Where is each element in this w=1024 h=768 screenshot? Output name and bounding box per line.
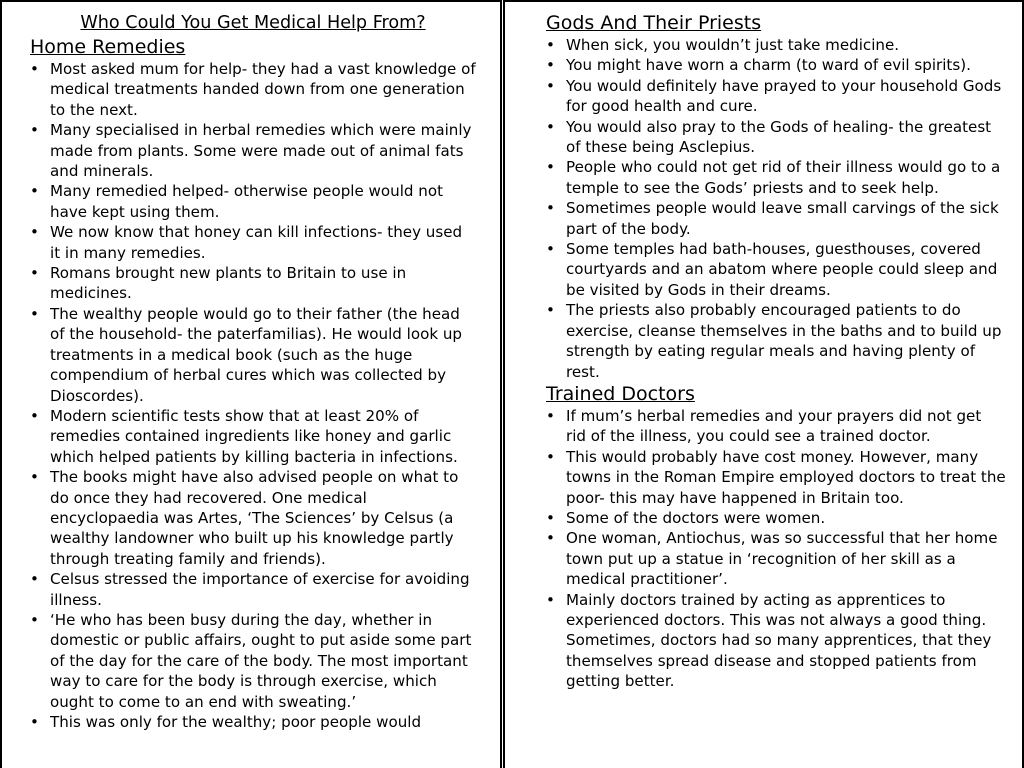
- list-item: • One woman, Antiochus, was so successful that her home town put up a statue in ‘recognition of her skill as a medical practitioner’.: [546, 528, 1006, 589]
- left-panel: [0, 0, 502, 768]
- list-item: • The priests also probably encouraged patients to do exercise, cleanse themselves in the baths and to build up strength by eating regular meals and having plenty of rest.: [546, 300, 1006, 382]
- list-item: • People who could not get rid of their illness would go to a temple to see the Gods’ priests and to seek help.: [546, 157, 1006, 198]
- right-column: [546, 11, 1006, 692]
- list-item: • If mum’s herbal remedies and your prayers did not get rid of the illness, you could see a trained doctor.: [546, 406, 1006, 447]
- list-item: • Celsus stressed the importance of exercise for avoiding illness.: [30, 569, 476, 610]
- list-item: • You might have worn a charm (to ward of evil spirits).: [546, 55, 1006, 75]
- list-item: • Modern scientific tests show that at least 20% of remedies contained ingredients like honey and garlic which helped patients by killing bacteria in infections.: [30, 406, 476, 467]
- home-remedies-list: [30, 59, 476, 732]
- list-item: • This would probably have cost money. However, many towns in the Roman Empire employed doctors to treat the poor- this may have happened in Britain too.: [546, 447, 1006, 508]
- list-item: • You would definitely have prayed to your household Gods for good health and cure.: [546, 76, 1006, 117]
- page-title: Who Could You Get Medical Help From?: [80, 13, 426, 33]
- list-item: • This was only for the wealthy; poor people would: [30, 712, 476, 732]
- list-item: • ‘He who has been busy during the day, whether in domestic or public affairs, ought to put aside some part of the day for the care of the body. The most important way to care for the body is through exercise, which ought to come to an end with sweating.’: [30, 610, 476, 712]
- right-panel: [503, 0, 1024, 768]
- home-remedies-heading: Home Remedies: [30, 36, 186, 58]
- gods-heading: Gods And Their Priests: [546, 12, 762, 34]
- list-item: • The wealthy people would go to their father (the head of the household- the paterfamilias). He would look up treatments in a medical book (such as the huge compendium of herbal cures which was collected by Dioscordes).: [30, 304, 476, 406]
- list-item: • You would also pray to the Gods of healing- the greatest of these being Asclepius.: [546, 117, 1006, 158]
- list-item: • Many remedied helped- otherwise people would not have kept using them.: [30, 181, 476, 222]
- list-item: • Most asked mum for help- they had a vast knowledge of medical treatments handed down from one generation to the next.: [30, 59, 476, 120]
- list-item: • Sometimes people would leave small carvings of the sick part of the body.: [546, 198, 1006, 239]
- list-item: • Some of the doctors were women.: [546, 508, 1006, 528]
- list-item: • Romans brought new plants to Britain to use in medicines.: [30, 263, 476, 304]
- left-column: [30, 12, 476, 732]
- gods-list: [546, 35, 1006, 382]
- trained-doctors-heading: Trained Doctors: [546, 382, 695, 405]
- list-item: • Mainly doctors trained by acting as apprentices to experienced doctors. This was not always a good thing. Sometimes, doctors had so many apprentices, that they themselves spread disease and stopped patients from getting better.: [546, 590, 1006, 692]
- list-item: • We now know that honey can kill infections- they used it in many remedies.: [30, 222, 476, 263]
- list-item: • The books might have also advised people on what to do once they had recovered. One medical encyclopaedia was Artes, ‘The Sciences’ by Celsus (a wealthy landowner who built up his knowledge partly through treating family and friends).: [30, 467, 476, 569]
- list-item: • Some temples had bath-houses, guesthouses, covered courtyards and an abatom where people could sleep and be visited by Gods in their dreams.: [546, 239, 1006, 300]
- doctors-list: [546, 406, 1006, 692]
- list-item: • When sick, you wouldn’t just take medicine.: [546, 35, 1006, 55]
- list-item: • Many specialised in herbal remedies which were mainly made from plants. Some were made out of animal fats and minerals.: [30, 120, 476, 181]
